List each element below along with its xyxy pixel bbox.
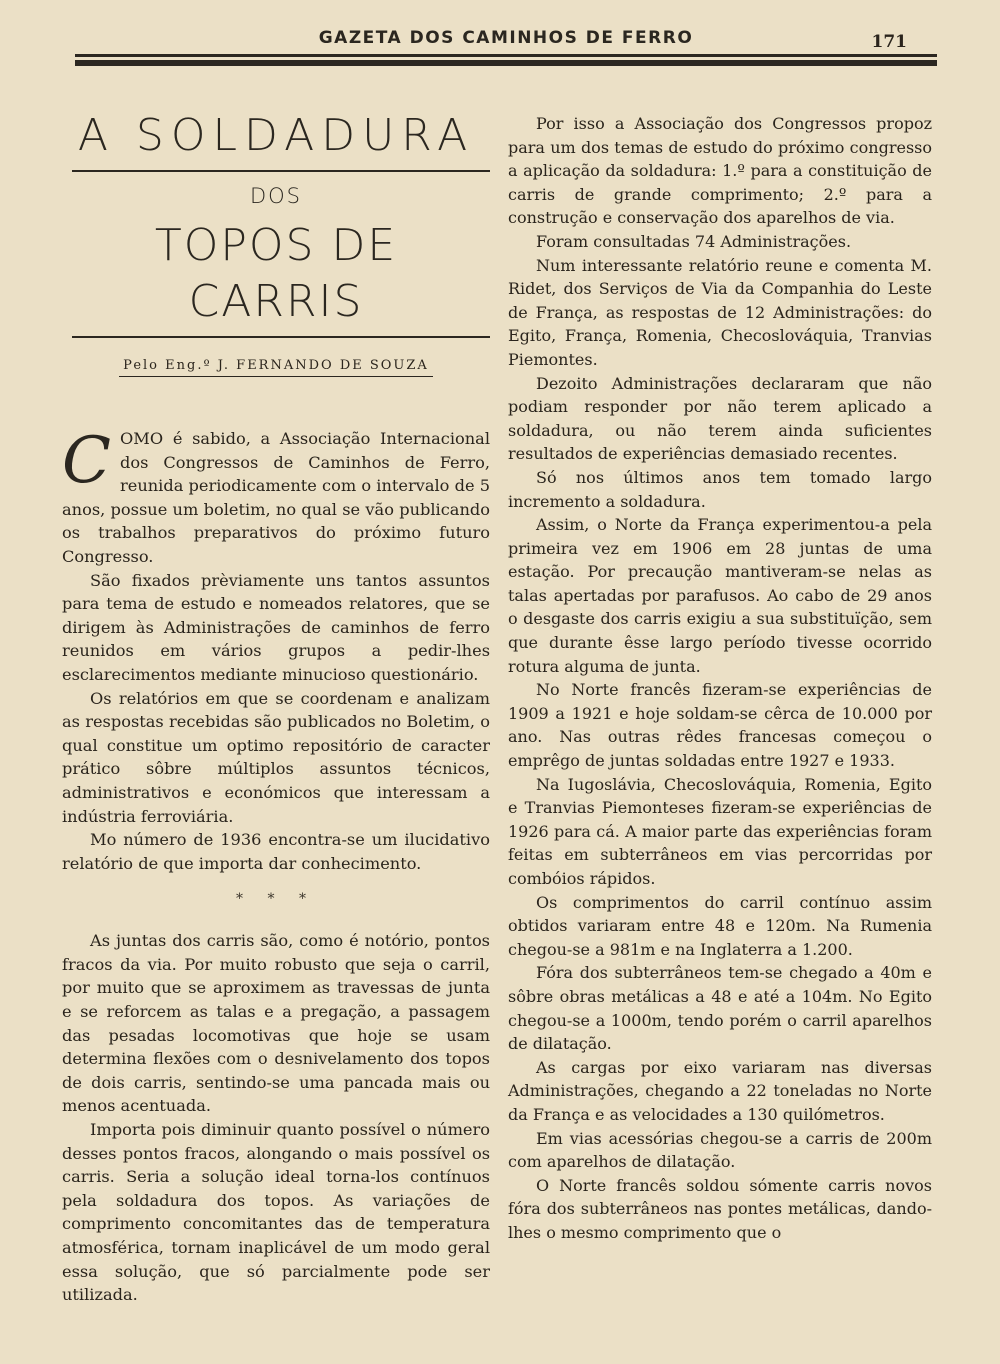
paragraph: Os comprimentos do carril contínuo assim obtidos variaram entre 48 e 120m. Na Rumenia chegou-se a 981m e na Inglaterra a 1.200.	[508, 892, 932, 959]
headline-line-3: TOPOS DE CARRIS	[154, 220, 398, 327]
paragraph: Num interessante relatório reune e comenta M. Ridet, dos Serviços de Via da Companhia do Leste de França, as respostas de 12 Administrações: do Egito, França, Romenia, Checoslováquia, Tranvias Piemontes.	[508, 255, 932, 369]
section-separator: * * *	[236, 891, 316, 908]
paragraph: As juntas dos carris são, como é notório, pontos fracos da via. Por muito robusto que seja o carril, por muito que se aproximem as travessas de junta e se reforcem as talas e a pregação, a passagem das pesadas locomotivas que hoje se usam determina flexões com o desnivelamento dos topos de dois carris, sentindo-se uma pancada mais ou menos acentuada.	[62, 931, 490, 1116]
header-rule	[75, 54, 937, 57]
headline-line-1: A SOLDADURA	[77, 110, 475, 161]
paragraph: Assim, o Norte da França experimentou-a pela primeira vez em 1906 em 28 juntas de uma estação. Por precaução mantiveram-se nelas as talas apertadas por parafusos. Ao cabo de 29 anos o desgaste dos carris exigiu a sua substituïção, sem que durante êsse largo período tivesse ocorrido rotura alguma de junta.	[508, 515, 932, 676]
byline-text: Pelo Eng.º J. FERNANDO DE SOUZA	[119, 358, 433, 377]
headline-line-2: DOS	[249, 184, 303, 208]
paragraph: Foram consultadas 74 Administrações.	[536, 231, 852, 251]
page-number: 171	[871, 32, 907, 52]
paragraph: Na Iugoslávia, Checoslováquia, Romenia, Egito e Tranvias Piemonteses fizeram-se experiências de 1926 para cá. A maior parte das experiências foram feitas em subterrâneos em vias percorridas por combóios rápidos.	[508, 774, 932, 888]
byline	[62, 358, 490, 373]
header-rule-thick	[75, 60, 937, 66]
headline-rule	[72, 336, 490, 338]
paragraph: Por isso a Associação dos Congressos propoz para um dos temas de estudo do próximo congresso a aplicação da soldadura: 1.º para a constituição de carris de grande comprimento; 2.º para a construção e conservação dos aparelhos de via.	[508, 114, 932, 228]
lead-text: OMO é sabido, a Associação Internacional dos Congressos de Caminhos de Ferro, reunida periodicamente com o intervalo de 5 anos, possue um boletim, no qual se vão publicando os trabalhos preparativos do próximo futuro Congresso.	[62, 429, 490, 566]
paragraph: As cargas por eixo variaram nas diversas Administrações, chegando a 22 toneladas no Norte da França e as velocidades a 130 quilómetros.	[508, 1057, 932, 1124]
paragraph: Em vias acessórias chegou-se a carris de 200m com aparelhos de dilatação.	[508, 1128, 932, 1172]
paragraph: Fóra dos subterrâneos tem-se chegado a 40m e sôbre obras metálicas a 48 e até a 104m. No Egito chegou-se a 1000m, tendo porém o carril aparelhos de dilatação.	[508, 963, 932, 1054]
running-header	[75, 22, 937, 70]
article-headline	[62, 106, 490, 338]
lead-paragraph	[62, 424, 490, 569]
paragraph: Os relatórios em que se coordenam e analizam as respostas recebidas são publicados no Boletim, o qual constitue um optimo repositório de caracter prático sôbre múltiplos assuntos técnicos, administrativos e económicos que interessam a indústria ferroviária.	[62, 688, 490, 826]
paragraph: Dezoito Administrações declararam que não podiam responder por não terem aplicado a soldadura, ou não terem ainda suficientes resultados de experiências demasiado recentes.	[508, 373, 932, 464]
paragraph: Só nos últimos anos tem tomado largo incremento a soldadura.	[508, 467, 932, 511]
left-column	[62, 100, 490, 1307]
paragraph: São fixados prèviamente uns tantos assuntos para tema de estudo e nomeados relatores, que se dirigem às Administrações de caminhos de ferro reunidos em vários grupos a pedir-lhes esclarecimentos mediante minucioso questionário.	[62, 570, 490, 684]
headline-rule	[72, 170, 490, 172]
drop-cap: C	[62, 424, 111, 498]
paragraph: No Norte francês fizeram-se experiências de 1909 a 1921 e hoje soldam-se cêrca de 10.000 por ano. Nas outras rêdes francesas começou o emprêgo de juntas soldadas entre 1927 e 1933.	[508, 680, 932, 771]
right-column	[508, 112, 932, 1245]
journal-title: GAZETA DOS CAMINHOS DE FERRO	[318, 28, 694, 48]
paragraph: Mo número de 1936 encontra-se um ilucidativo relatório de que importa dar conhecimento.	[62, 830, 490, 873]
paragraph: O Norte francês soldou sómente carris novos fóra dos subterrâneos nas pontes metálicas, dando-lhes o mesmo comprimento que o	[508, 1175, 932, 1242]
paragraph: Importa pois diminuir quanto possível o número desses pontos fracos, alongando o mais possível os carris. Seria a solução ideal torna-los contínuos pela soldadura dos topos. As variações de comprimento concomitantes das de temperatura atmosférica, tornam inaplicável de um modo geral essa solução, que só parcialmente pode ser utilizada.	[62, 1120, 490, 1305]
